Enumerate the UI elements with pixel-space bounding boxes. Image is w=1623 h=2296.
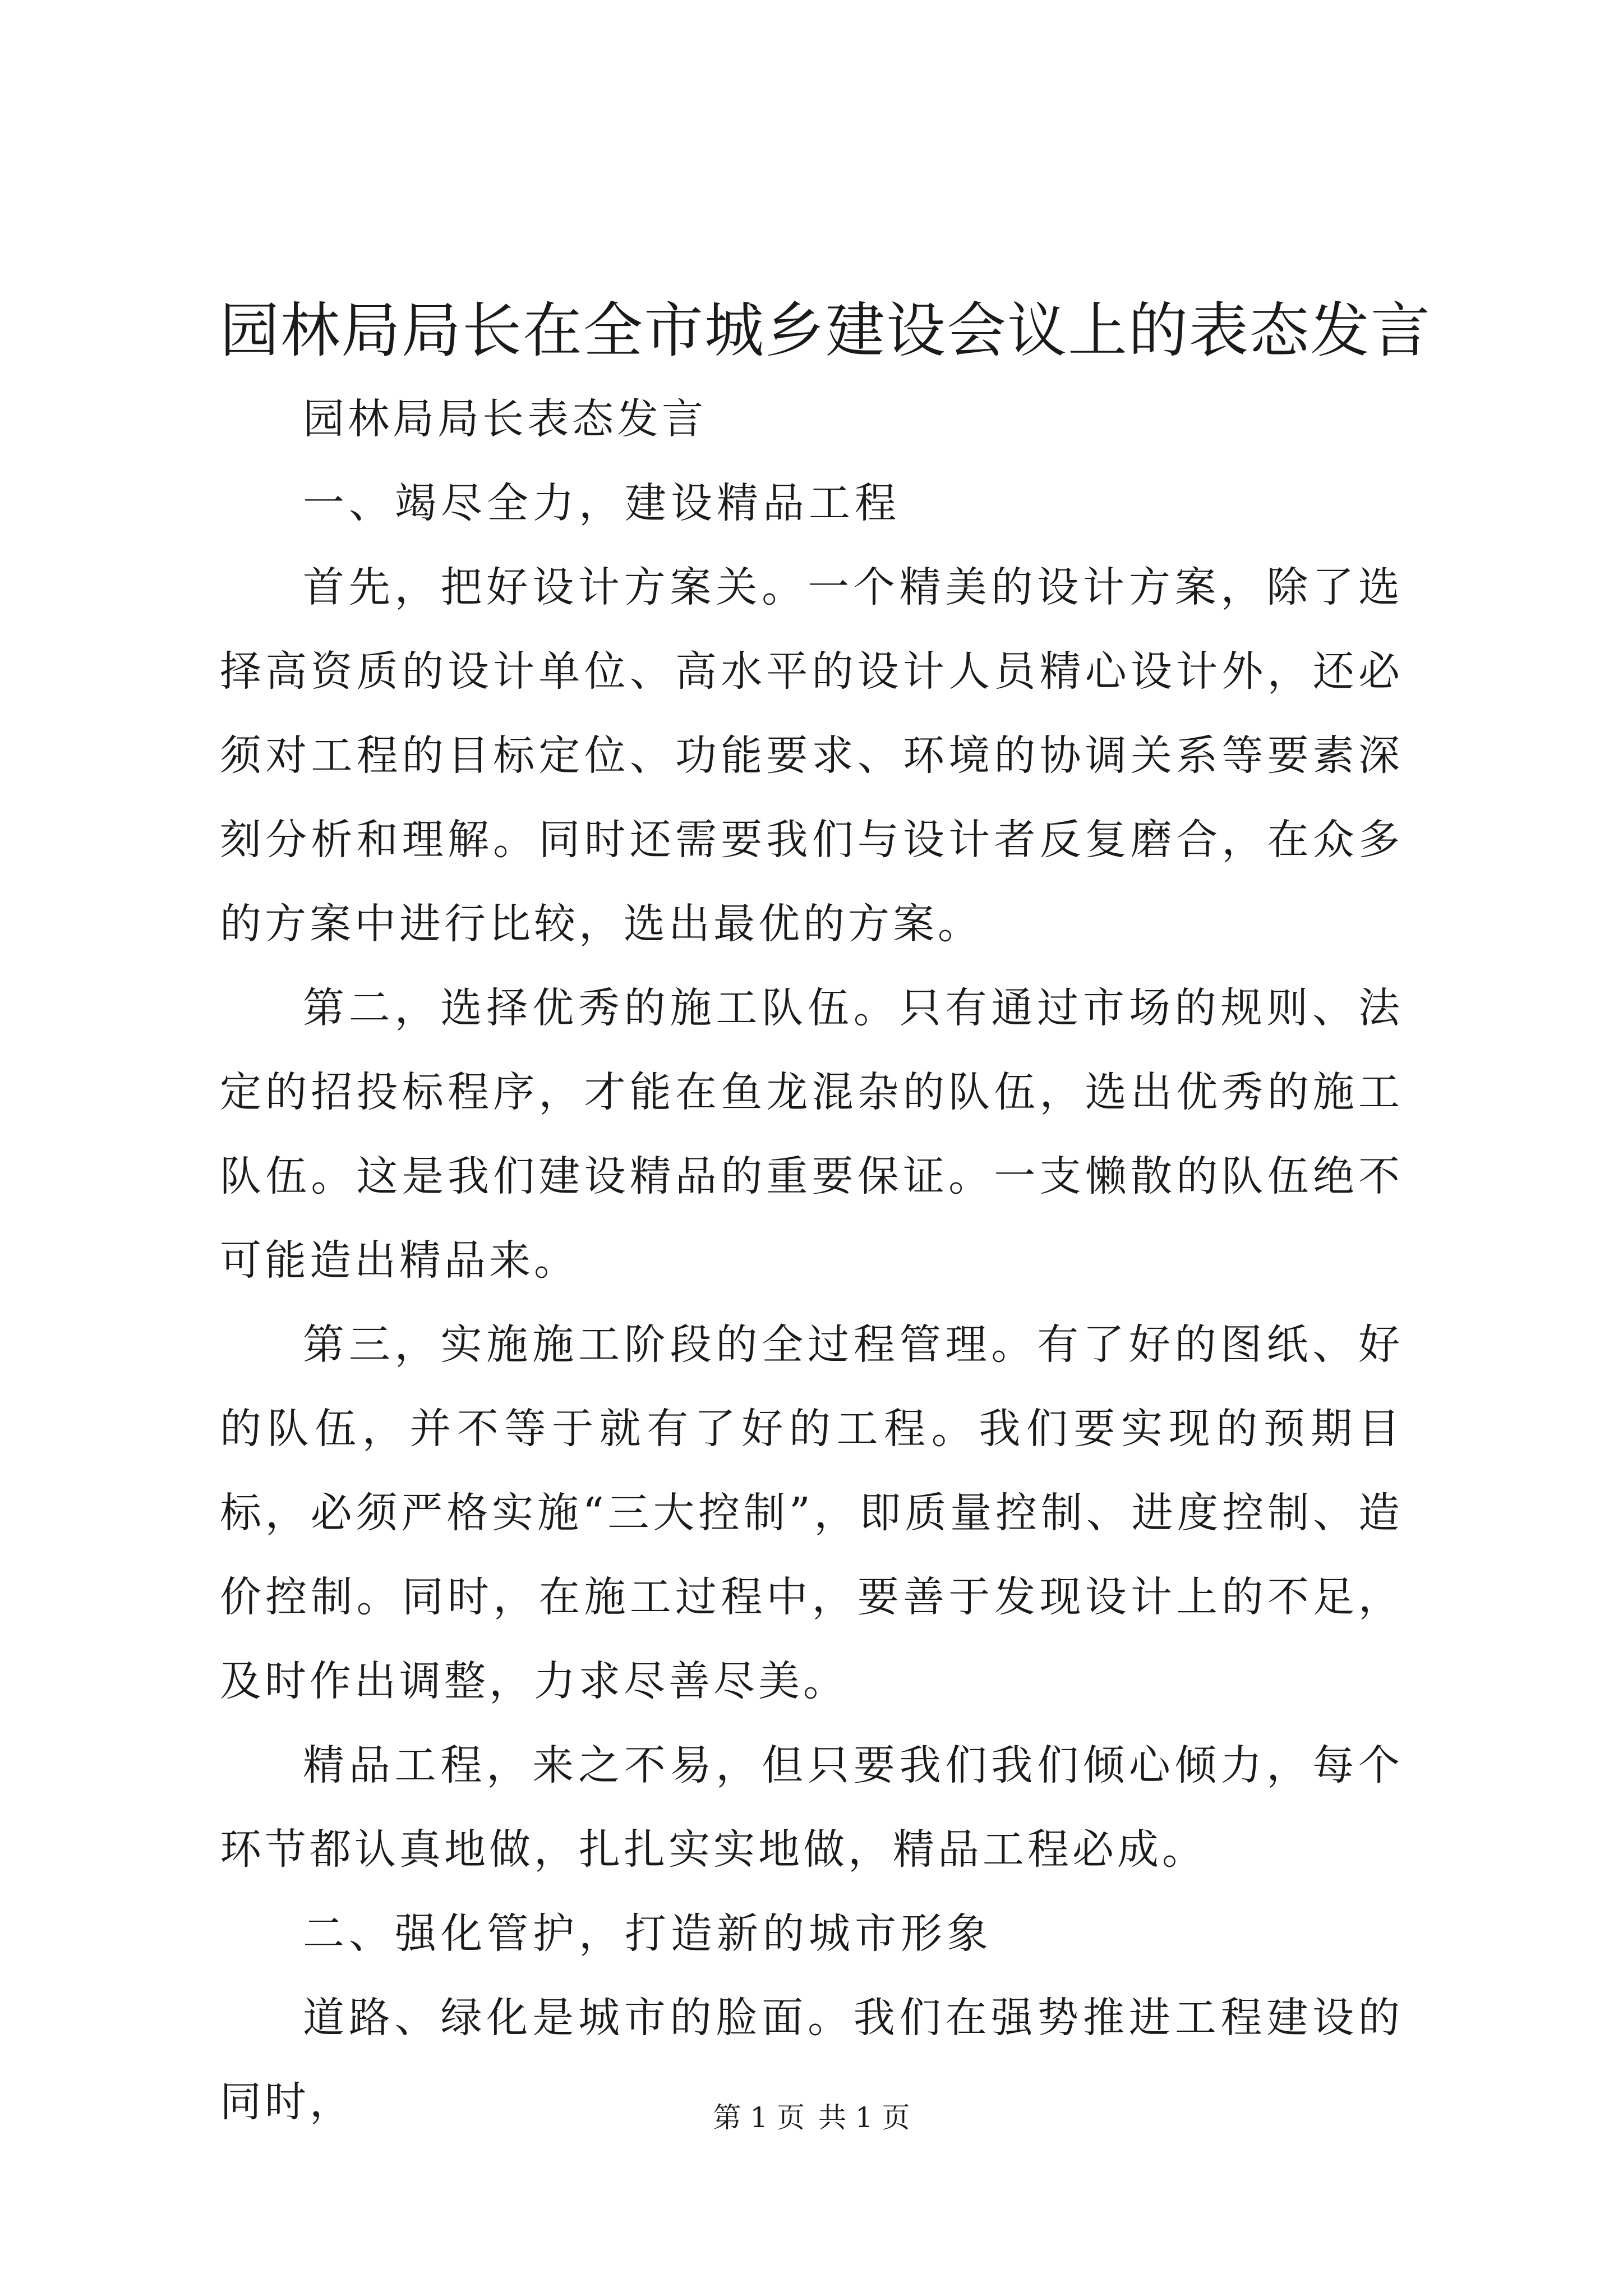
document-title: 园林局局长在全市城乡建设会议上的表态发言	[220, 296, 1431, 365]
paragraph-design-plan: 首先，把好设计方案关。一个精美的设计方案，除了选择高资质的设计单位、高水平的设计人员精心设计外，还必须对工程的目标定位、功能要求、环境的协调关系等要素深刻分析和理解。同时还需要我们与设计者反复磨合，在众多的方案中进行比较，选出最优的方案。	[220, 563, 1403, 948]
paragraph-roads-greening: 道路、绿化是城市的脸面。我们在强势推进工程建设的同时，	[220, 1994, 1403, 2126]
section-heading-2: 二、强化管护，打造新的城市形象	[303, 1910, 993, 1958]
page-footer	[0, 2098, 1623, 2137]
paragraph-construction-team: 第二，选择优秀的施工队伍。只有通过市场的规则、法定的招投标程序，才能在鱼龙混杂的队伍，选出优秀的施工队伍。这是我们建设精品的重要保证。一支懒散的队伍绝不可能造出精品来。	[220, 984, 1403, 1285]
page-total: 共 1 页	[818, 2101, 910, 2134]
section-heading-1: 一、竭尽全力，建设精品工程	[303, 479, 901, 527]
paragraph-quality-project: 精品工程，来之不易，但只要我们我们倾心倾力，每个环节都认真地做，扎扎实实地做，精品工程必成。	[220, 1741, 1403, 1874]
page-number: 第 1 页	[713, 2101, 805, 2134]
document-body	[220, 377, 1403, 2144]
paragraph-process-management: 第三，实施施工阶段的全过程管理。有了好的图纸、好的队伍，并不等于就有了好的工程。我们要实现的预期目标，必须严格实施“三大控制”，即质量控制、进度控制、造价控制。同时，在施工过程中，要善于发现设计上的不足，及时作出调整，力求尽善尽美。	[220, 1320, 1403, 1705]
subtitle-line: 园林局局长表态发言	[303, 395, 707, 443]
